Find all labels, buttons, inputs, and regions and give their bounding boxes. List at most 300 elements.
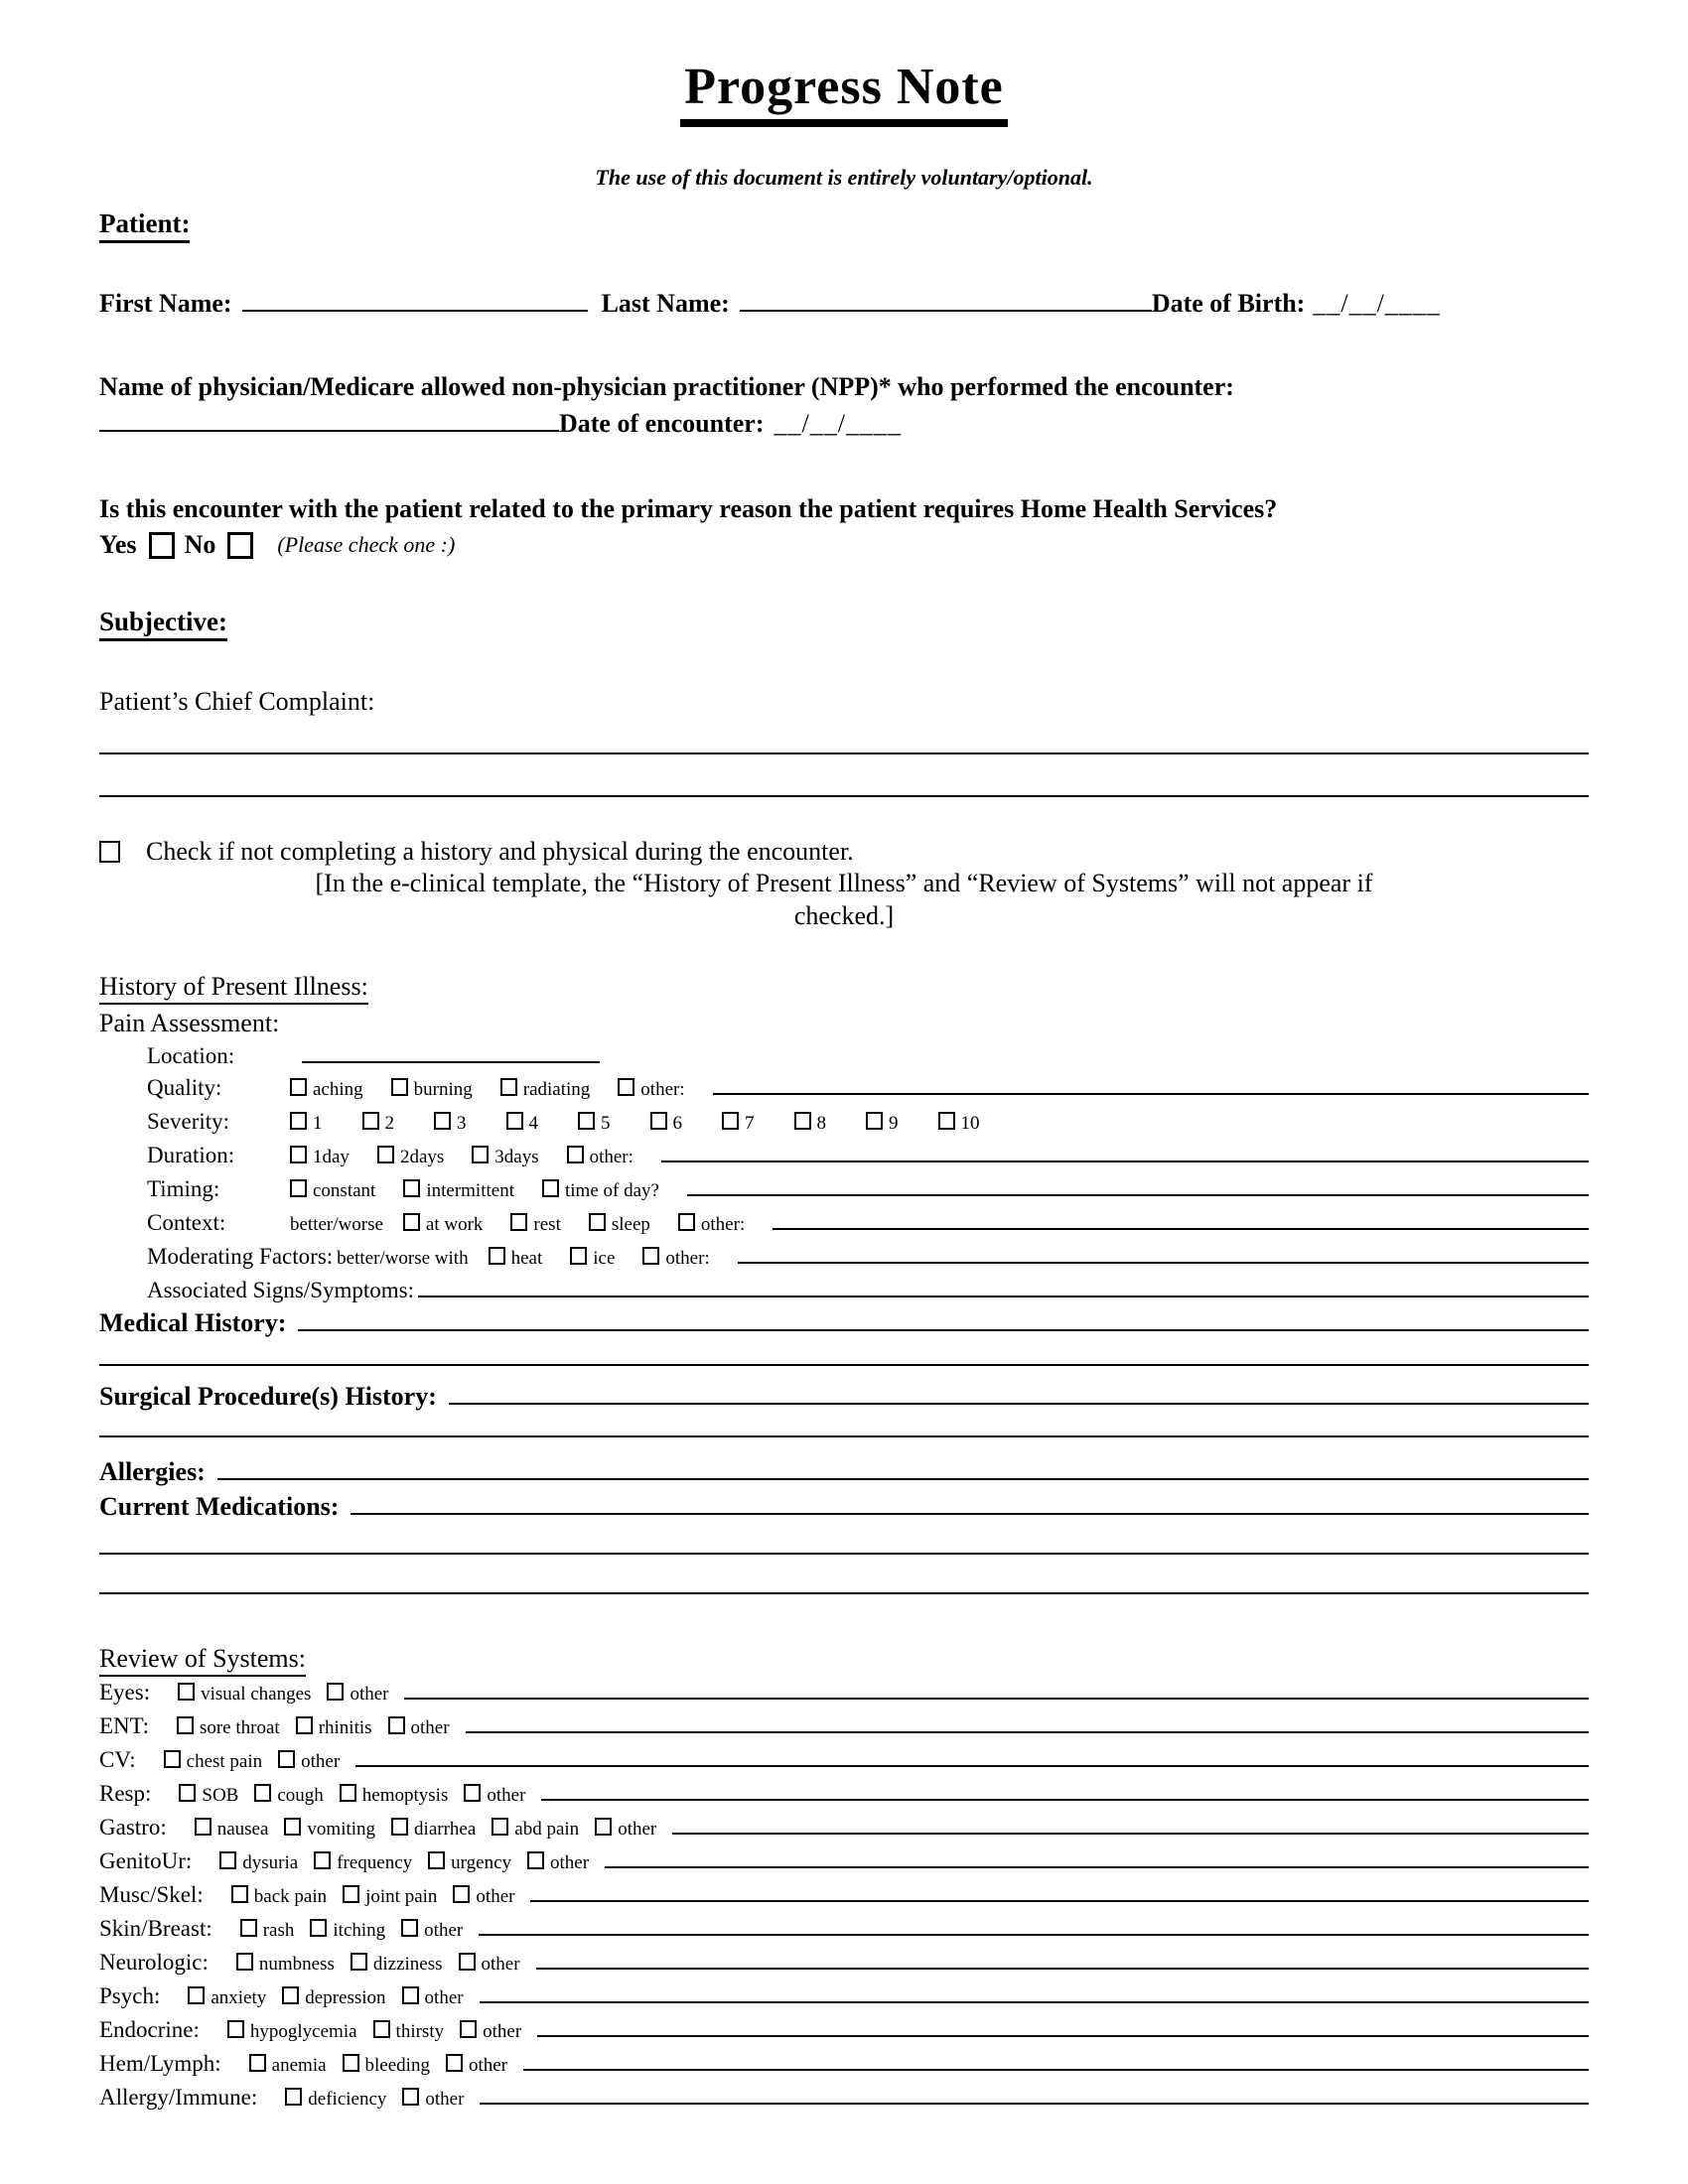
checkbox-item [578, 1108, 611, 1140]
blank-field[interactable] [302, 1061, 600, 1063]
checkbox-label: vomiting [307, 1819, 376, 1840]
row-label: CV: [99, 1747, 136, 1772]
blank-line[interactable] [466, 1731, 1589, 1733]
no-label: No [184, 530, 216, 559]
pain-assessment-rows [147, 1040, 1589, 1306]
checkbox-item [188, 1982, 266, 2014]
checkbox[interactable] [278, 1750, 295, 1768]
checkbox[interactable] [459, 1953, 476, 1971]
checkbox-label: visual changes [201, 1684, 312, 1705]
allergies-row [99, 1455, 1589, 1489]
checkbox[interactable] [460, 2020, 477, 2038]
checkbox[interactable] [285, 2088, 302, 2106]
form-row [147, 1040, 1589, 1072]
last-name-input[interactable] [740, 310, 1152, 312]
checkbox-item [391, 1074, 473, 1106]
checkbox-item [489, 1243, 543, 1275]
checkbox[interactable] [403, 1213, 420, 1231]
row-label: Gastro: [99, 1815, 167, 1840]
checkbox-label: urgency [451, 1852, 512, 1873]
blank-line[interactable] [738, 1262, 1589, 1264]
checkbox-label: chest pain [186, 1751, 263, 1772]
encounter-date-label: Date of encounter: [559, 409, 765, 438]
row-label: Quality: [147, 1075, 222, 1100]
checkbox[interactable] [178, 1683, 195, 1701]
checkbox-label: heat [510, 1248, 543, 1269]
row-label: Musc/Skel: [99, 1882, 204, 1907]
form-row [99, 1744, 1589, 1778]
dob-input[interactable]: __/__/____ [1313, 289, 1441, 318]
checkbox-label: diarrhea [414, 1819, 477, 1840]
checkbox[interactable] [489, 1247, 505, 1265]
ros-heading-row [99, 1644, 1589, 1677]
checkbox-label: other [476, 1886, 515, 1907]
chief-complaint-line-1[interactable] [99, 752, 1589, 754]
row-label: Neurologic: [99, 1950, 209, 1975]
checkbox[interactable] [351, 1953, 367, 1971]
checkbox-item [403, 1175, 514, 1207]
title-row [99, 58, 1589, 127]
checkbox-item [434, 1108, 467, 1140]
row-label: Hem/Lymph: [99, 2051, 221, 2076]
checkbox-label: depression [305, 1987, 386, 2008]
form-row [147, 1072, 1589, 1106]
checkbox-label: aching [313, 1079, 363, 1100]
physician-section [99, 368, 1589, 442]
checkbox[interactable] [254, 1784, 271, 1802]
subjective-heading-row [99, 607, 1589, 641]
blank-line[interactable] [773, 1228, 1589, 1230]
checkbox[interactable] [401, 1919, 418, 1937]
blank-line[interactable] [537, 2035, 1589, 2037]
checkbox-label: other: [665, 1248, 710, 1269]
checkbox-item [227, 2016, 357, 2048]
checkbox-item [402, 2084, 464, 2116]
checkbox-label: sore throat [199, 1717, 280, 1738]
checkbox[interactable] [236, 1953, 253, 1971]
physician-name-row [99, 405, 1589, 442]
checkbox[interactable] [227, 2020, 244, 2038]
checkbox-label: other: [640, 1079, 685, 1100]
row-label: Severity: [147, 1109, 230, 1134]
checkbox-label: dysuria [242, 1852, 299, 1873]
chief-complaint-label: Patient’s Chief Complaint: [99, 687, 375, 716]
checkbox-item [290, 1074, 363, 1106]
checkbox-item [527, 1847, 589, 1879]
blank-line[interactable] [713, 1093, 1589, 1095]
checkbox-item [254, 1780, 323, 1812]
checkbox[interactable] [642, 1247, 659, 1265]
checkbox-item [464, 1780, 525, 1812]
checkbox-item [343, 2050, 430, 2082]
encounter-date-input[interactable]: __/__/____ [774, 409, 902, 438]
checkbox-label: 1day [313, 1147, 350, 1167]
checkbox[interactable] [492, 1818, 508, 1836]
form-row [147, 1173, 1589, 1207]
chief-complaint-line-2[interactable] [99, 795, 1589, 797]
checkbox[interactable] [453, 1885, 470, 1903]
check-one-hint: (Please check one :) [277, 532, 456, 557]
checkbox-label: other [487, 1785, 526, 1806]
checkbox-label: hemoptysis [361, 1785, 449, 1806]
checkbox[interactable] [866, 1112, 883, 1130]
current-medications-line-2[interactable] [99, 1553, 1589, 1555]
checkbox[interactable] [327, 1683, 344, 1701]
checkbox-label: other [468, 2055, 508, 2076]
checkbox-item [570, 1243, 615, 1275]
checkbox[interactable] [284, 1818, 301, 1836]
checkbox-item [314, 1847, 412, 1879]
form-row [147, 1241, 1589, 1275]
checkbox-label: 3 [457, 1113, 467, 1134]
checkbox-item [595, 1814, 656, 1845]
row-label: Eyes: [99, 1680, 151, 1705]
checkbox-item [472, 1142, 538, 1173]
checkbox-label: burning [413, 1079, 473, 1100]
checkbox-label: other: [700, 1214, 746, 1235]
skip-hp-note-line1: [In the e-clinical template, the “History of Present Illness” and “Review of Systems” will not appear if [315, 869, 1373, 897]
checkbox[interactable] [290, 1112, 307, 1130]
blank-line[interactable] [479, 1934, 1589, 1936]
checkbox-label: other [424, 1987, 464, 2008]
checkbox[interactable] [650, 1112, 667, 1130]
review-of-systems-rows [99, 1677, 1589, 2116]
checkbox-label: joint pain [365, 1886, 438, 1907]
blank-line[interactable] [661, 1160, 1589, 1162]
blank-line[interactable] [523, 2069, 1589, 2071]
checkbox[interactable] [282, 1986, 299, 2004]
skip-hp-note-line2: checked.] [793, 901, 895, 930]
checkbox-label: 7 [745, 1113, 755, 1134]
checkbox[interactable] [618, 1078, 634, 1096]
row-label: Psych: [99, 1983, 161, 2008]
row-label: Duration: [147, 1143, 235, 1167]
checkbox-item [500, 1074, 591, 1106]
form-row [99, 1879, 1589, 1913]
checkbox-item [460, 2016, 521, 2048]
row-prefix-label: better/worse with [337, 1248, 469, 1269]
ros-heading: Review of Systems: [99, 1644, 306, 1677]
no-checkbox[interactable] [227, 532, 253, 559]
dob-label: Date of Birth: [1151, 289, 1306, 318]
form-row [147, 1275, 1589, 1306]
form-row [99, 1845, 1589, 1879]
form-row [99, 1710, 1589, 1744]
checkbox-label: other [410, 1717, 450, 1738]
yes-label: Yes [99, 530, 137, 559]
surgical-history-input[interactable] [449, 1403, 1589, 1405]
checkbox-label: frequency [337, 1852, 413, 1873]
checkbox-item [178, 1679, 311, 1710]
checkbox[interactable] [179, 1784, 196, 1802]
checkbox-item [310, 1915, 385, 1947]
checkbox-item [938, 1108, 980, 1140]
checkbox[interactable] [296, 1716, 313, 1734]
physician-label: Name of physician/Medicare allowed non-physician practitioner (NPP)* who performed the encounter: [99, 372, 1234, 401]
yes-checkbox[interactable] [149, 532, 175, 559]
medical-history-input[interactable] [298, 1329, 1589, 1331]
checkbox[interactable] [362, 1112, 379, 1130]
checkbox-label: at work [425, 1214, 484, 1235]
checkbox-item [401, 1915, 463, 1947]
checkbox-label: 2 [384, 1113, 394, 1134]
blank-line[interactable] [605, 1866, 1589, 1868]
checkbox-item [282, 1982, 385, 2014]
checkbox-item [249, 2050, 327, 2082]
checkbox-item [290, 1142, 350, 1173]
checkbox-item [722, 1108, 755, 1140]
current-medications-row [99, 1490, 1589, 1524]
current-medications-label: Current Medications: [99, 1492, 340, 1521]
checkbox-label: hypoglycemia [249, 2021, 357, 2042]
checkbox-item [351, 1949, 443, 1980]
checkbox[interactable] [373, 2020, 390, 2038]
checkbox-item [678, 1209, 745, 1241]
patient-name-row [99, 289, 1589, 319]
checkbox-label: other [424, 1920, 464, 1941]
form-row [147, 1207, 1589, 1241]
checkbox-label: other: [589, 1147, 633, 1167]
checkbox-label: rest [533, 1214, 561, 1235]
checkbox-label: ice [593, 1248, 616, 1269]
checkbox[interactable] [434, 1112, 451, 1130]
checkbox-item [296, 1712, 372, 1744]
checkbox-item [542, 1175, 659, 1207]
checkbox[interactable] [402, 1986, 419, 2004]
checkbox-item [459, 1949, 520, 1980]
checkbox-item [285, 2084, 386, 2116]
checkbox-label: itching [333, 1920, 386, 1941]
checkbox[interactable] [428, 1851, 445, 1869]
checkbox-item [446, 2050, 507, 2082]
surgical-history-line-2[interactable] [99, 1435, 1589, 1437]
checkbox[interactable] [249, 2054, 266, 2072]
checkbox-label: other [481, 1954, 520, 1975]
checkbox-label: intermittent [426, 1180, 514, 1201]
checkbox[interactable] [188, 1986, 205, 2004]
blank-line[interactable] [480, 2001, 1589, 2003]
blank-line[interactable] [536, 1968, 1589, 1970]
checkbox-label: abd pain [514, 1819, 580, 1840]
checkbox-item [290, 1175, 375, 1207]
checkbox[interactable] [722, 1112, 739, 1130]
checkbox[interactable] [578, 1112, 595, 1130]
blank-line[interactable] [418, 1296, 1589, 1297]
medical-history-label: Medical History: [99, 1308, 287, 1337]
checkbox-item [403, 1209, 484, 1241]
row-label: ENT: [99, 1713, 149, 1738]
checkbox[interactable] [310, 1919, 327, 1937]
checkbox-label: deficiency [308, 2089, 387, 2110]
checkbox[interactable] [678, 1213, 695, 1231]
surgical-history-row [99, 1380, 1589, 1414]
checkbox-item [567, 1142, 633, 1173]
blank-line[interactable] [541, 1799, 1589, 1801]
first-name-label: First Name: [99, 289, 232, 318]
checkbox[interactable] [510, 1213, 527, 1231]
row-label: Skin/Breast: [99, 1916, 212, 1941]
checkbox[interactable] [391, 1818, 408, 1836]
checkbox-item [164, 1746, 263, 1778]
patient-heading: Patient: [99, 208, 190, 243]
row-label: Associated Signs/Symptoms: [147, 1278, 414, 1302]
row-label: Resp: [99, 1781, 152, 1806]
form-row [147, 1106, 1589, 1140]
checkbox-label: radiating [522, 1079, 591, 1100]
skip-hp-checkbox[interactable] [99, 841, 120, 863]
allergies-label: Allergies: [99, 1457, 206, 1486]
checkbox[interactable] [219, 1851, 236, 1869]
checkbox[interactable] [290, 1078, 307, 1096]
allergies-input[interactable] [217, 1478, 1589, 1480]
blank-line[interactable] [480, 2103, 1589, 2105]
checkbox-item [650, 1108, 683, 1140]
checkbox-label: dizziness [372, 1954, 443, 1975]
first-name-input[interactable] [242, 310, 588, 312]
blank-line[interactable] [404, 1698, 1589, 1700]
checkbox-item [177, 1712, 280, 1744]
current-medications-line-3[interactable] [99, 1592, 1589, 1594]
checkbox[interactable] [570, 1247, 587, 1265]
checkbox-label: rash [262, 1920, 295, 1941]
checkbox-label: numbness [258, 1954, 335, 1975]
checkbox[interactable] [567, 1146, 584, 1163]
checkbox[interactable] [589, 1213, 606, 1231]
row-prefix-label: better/worse [290, 1214, 383, 1235]
checkbox[interactable] [464, 1784, 481, 1802]
checkbox-label: other [425, 2089, 465, 2110]
checkbox-item [618, 1074, 684, 1106]
checkbox[interactable] [938, 1112, 955, 1130]
checkbox[interactable] [794, 1112, 811, 1130]
checkbox-label: 9 [889, 1113, 899, 1134]
checkbox-item [377, 1142, 444, 1173]
checkbox[interactable] [231, 1885, 248, 1903]
checkbox[interactable] [164, 1750, 181, 1768]
form-row [99, 1778, 1589, 1812]
checkbox[interactable] [595, 1818, 612, 1836]
skip-hp-label: Check if not completing a history and physical during the encounter. [146, 837, 854, 866]
voluntary-disclaimer: The use of this document is entirely voluntary/optional. [595, 165, 1093, 190]
hpi-heading: History of Present Illness: [99, 972, 368, 1005]
checkbox-item [373, 2016, 445, 2048]
checkbox[interactable] [402, 2088, 419, 2106]
checkbox[interactable] [388, 1716, 405, 1734]
checkbox-label: other [483, 2021, 522, 2042]
blank-line[interactable] [355, 1765, 1589, 1767]
checkbox-item [290, 1108, 323, 1140]
checkbox[interactable] [527, 1851, 544, 1869]
home-health-question-section [99, 491, 1589, 563]
current-medications-input[interactable] [351, 1513, 1589, 1515]
checkbox-label: other [550, 1852, 590, 1873]
row-label: Context: [147, 1210, 226, 1235]
checkbox-label: anemia [271, 2055, 327, 2076]
checkbox-item [428, 1847, 511, 1879]
form-row [99, 1677, 1589, 1710]
checkbox[interactable] [506, 1112, 523, 1130]
checkbox-item [362, 1108, 395, 1140]
checkbox[interactable] [240, 1919, 257, 1937]
row-label: Moderating Factors: [147, 1244, 334, 1269]
checkbox-label: 8 [816, 1113, 826, 1134]
checkbox-label: bleeding [364, 2055, 430, 2076]
checkbox[interactable] [391, 1078, 408, 1096]
medical-history-row [99, 1306, 1589, 1340]
checkbox-item [866, 1108, 899, 1140]
checkbox-item [794, 1108, 827, 1140]
checkbox-label: other [301, 1751, 341, 1772]
checkbox[interactable] [177, 1716, 194, 1734]
row-label: GenitoUr: [99, 1848, 193, 1873]
last-name-label: Last Name: [601, 289, 730, 318]
checkbox-item [343, 1881, 437, 1913]
checkbox[interactable] [472, 1146, 489, 1163]
checkbox[interactable] [195, 1818, 211, 1836]
home-health-question-text: Is this encounter with the patient related to the primary reason the patient requires Home Health Services? [99, 494, 1278, 523]
checkbox-item [391, 1814, 476, 1845]
checkbox[interactable] [343, 1885, 359, 1903]
checkbox-item [278, 1746, 340, 1778]
checkbox-item [506, 1108, 539, 1140]
yes-no-row [99, 527, 1589, 563]
form-row [99, 2048, 1589, 2082]
pain-assessment-heading: Pain Assessment: [99, 1009, 280, 1037]
checkbox[interactable] [290, 1179, 307, 1197]
checkbox[interactable] [290, 1146, 307, 1163]
subjective-heading: Subjective: [99, 607, 227, 641]
checkbox[interactable] [446, 2054, 463, 2072]
checkbox[interactable] [340, 1784, 356, 1802]
checkbox-label: 5 [601, 1113, 611, 1134]
checkbox-item [284, 1814, 375, 1845]
form-row [99, 2082, 1589, 2116]
checkbox-label: 3days [494, 1147, 539, 1167]
checkbox[interactable] [403, 1179, 420, 1197]
checkbox-item [642, 1243, 709, 1275]
blank-line[interactable] [672, 1833, 1589, 1835]
checkbox[interactable] [343, 2054, 359, 2072]
row-label: Endocrine: [99, 2017, 200, 2042]
checkbox-item [240, 1915, 295, 1947]
checkbox-item [236, 1949, 335, 1980]
row-label: Allergy/Immune: [99, 2085, 258, 2110]
checkbox-item [195, 1814, 269, 1845]
checkbox-item [492, 1814, 579, 1845]
checkbox[interactable] [377, 1146, 394, 1163]
skip-hp-row [99, 837, 1589, 867]
checkbox-label: other [618, 1819, 657, 1840]
checkbox-item [388, 1712, 450, 1744]
medical-history-line-2[interactable] [99, 1364, 1589, 1366]
checkbox[interactable] [314, 1851, 331, 1869]
form-row [147, 1140, 1589, 1173]
physician-name-input[interactable] [99, 430, 559, 432]
checkbox-label: constant [313, 1180, 376, 1201]
checkbox-label: back pain [253, 1886, 328, 1907]
form-row [99, 1913, 1589, 1947]
checkbox-label: 10 [960, 1113, 980, 1134]
checkbox[interactable] [500, 1078, 517, 1096]
blank-line[interactable] [530, 1900, 1589, 1902]
checkbox[interactable] [542, 1179, 559, 1197]
checkbox-item [453, 1881, 514, 1913]
blank-line[interactable] [687, 1194, 1589, 1196]
checkbox-label: rhinitis [318, 1717, 372, 1738]
checkbox-label: nausea [216, 1819, 269, 1840]
checkbox-label: 6 [672, 1113, 682, 1134]
row-label: Timing: [147, 1176, 220, 1201]
